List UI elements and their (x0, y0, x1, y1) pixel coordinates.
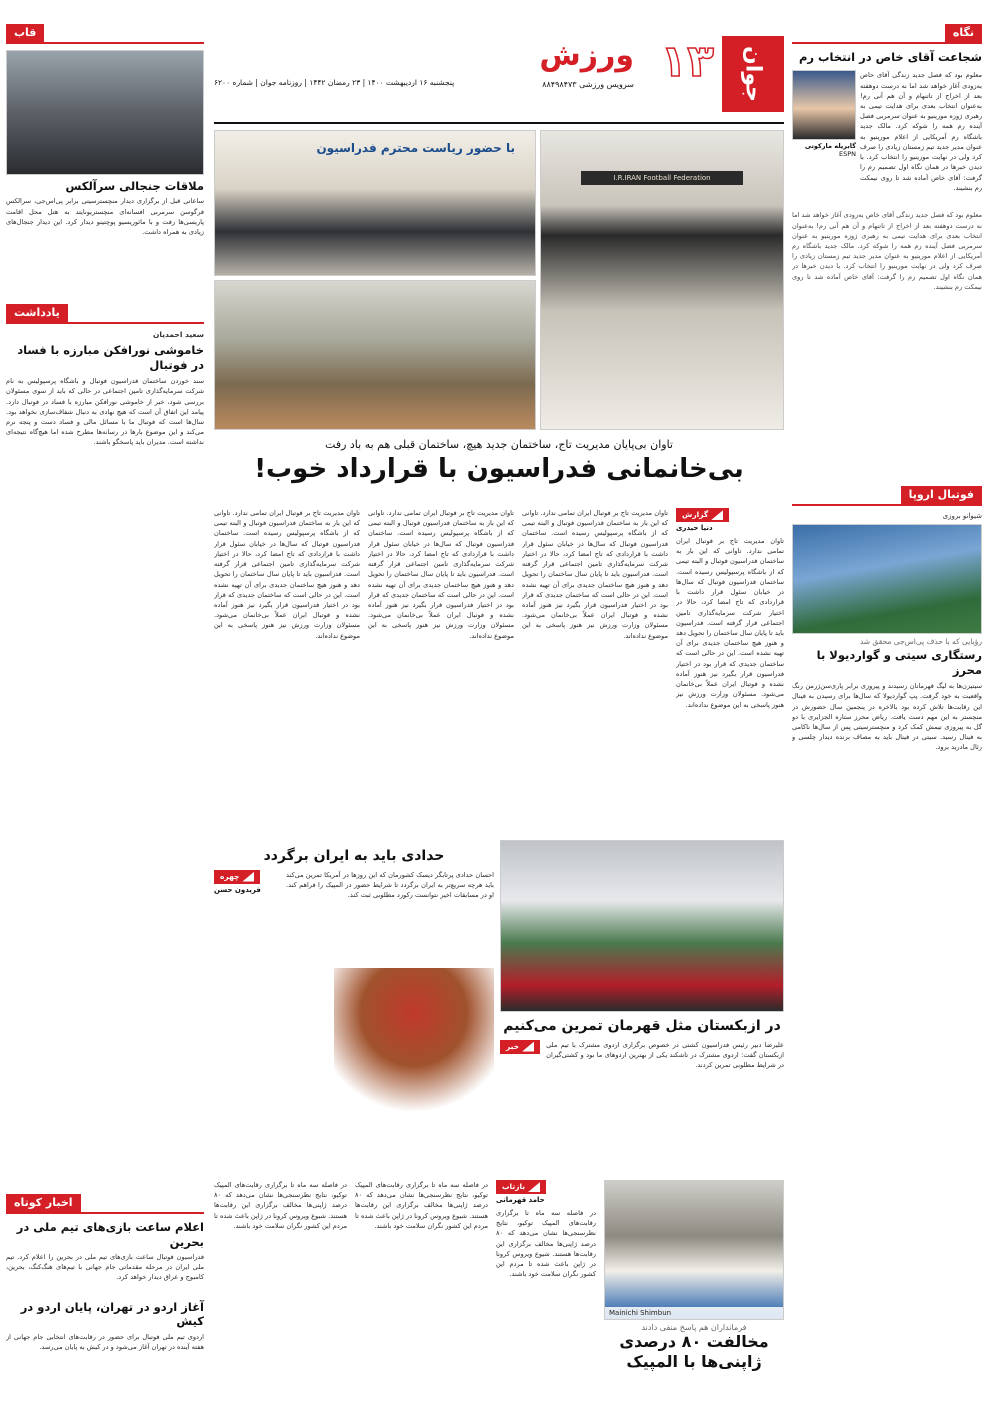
wrestling-team-photo (500, 840, 784, 1012)
brief-body-1: فدراسیون فوتبال ساعت بازی‌های تیم ملی در بحرین را اعلام کرد. تیم ملی ایران در مرحله مقدماتی جام جهانی با تیم‌های هنگ‌کنگ، بحرین، کامبوج و عراق دیدار خواهد کرد. (6, 1252, 204, 1282)
section-contact: سرویس ورزشی ۸۸۴۹۸۴۷۳ (542, 80, 634, 89)
football-match-photo (792, 524, 982, 634)
wrestling-body: علیرضا دبیر رئیس فدراسیون کشتی در خصوص برگزاری اردوی مشترک با تیم ملی ازبکستان گفت: اردوی مشترک در تاشکند یکی از بهترین اردوهای ما بود و کشتی‌گیران در شرایط مطلوبی تمرین کردند. (546, 1040, 784, 1069)
section-tab-header (792, 24, 982, 44)
section-byline: شیوانو بروزی (942, 512, 982, 521)
tag-face: چهره (214, 870, 260, 884)
opinion-body-repeat: معلوم بود که فصل جدید زندگی آقای خاص به‌زودی آغاز خواهد شد اما نه درست دوهفته بعد از اخراج از تاتنهام و آن هم آنی رم! به‌عنوان انتخاب بعدی برای هدایت تیمی به رهبری ژوزه مورینیو به عنوان سرمربی فصل آینده رم همه را شوکه کرد. مالک جدید باشگاه رم آمریکایی از اعلام مورینیو به عنوان مدیر جدید تیم زمستان زیادی را صرف کرد ولی در نهایت مورینیو را انتخاب کرد. با دیدن خبرها در همان نگاه اول تصمیم رم را گرفت: آقای خاص آماده شد تا روی نیمکت رم بنشیند. (792, 211, 982, 291)
section-tab-3: اخبار کوتاه (6, 1194, 81, 1212)
federation-building-photo (540, 130, 784, 430)
issue-date: پنجشنبه ۱۶ اردیبهشت ۱۴۰۰ | ۲۳ رمضان ۱۴۴۲ | روزنامه جوان | شماره ۶۲۰۰ (214, 78, 455, 87)
main-story-header (214, 438, 784, 485)
column-body-text: سند خوردن ساختمان فدراسیون فوتبال و باشگاه پرسپولیس به نام شرکت سرمایه‌گذاری تامین اجتماعی در حالی که باید از سوی مسئولان بررسی شود، خبر از خاموشی نورافکن مبارزه با فساد در فوتبال دارد. پیامد این اتفاق آن است که هیچ نهادی به دنبال شفاف‌سازی نخواهد بود. سال‌ها است که فوتبال ما با مسائل مالی و فساد دست و پنجه نرم می‌کند و این موضوع بارها در رسانه‌ها مطرح شده اما هیچ‌گاه نتیجه‌ای نداشته است. مدیران باید پاسخگو باشند. (6, 377, 204, 447)
olympics-byline (496, 1180, 596, 1204)
tag-report: گزارش (676, 508, 729, 522)
haddadi-author: فریدون حسن (214, 885, 261, 894)
olympics-headline: مخالفت ۸۰ درصدی ژاپنی‌ها با المپیک (619, 1332, 769, 1371)
olympics-body-col-2: در فاصله سه ماه تا برگزاری رقابت‌های المپیک توکیو، نتایج نظرسنجی‌ها نشان می‌دهد که ۸۰ درصد ژاپنی‌ها مخالف برگزاری این رقابت‌ها هستند. شیوع ویروس کرونا در ژاپن باعث شده تا مردم این کشور نگران سلامت خود باشند. (355, 1181, 488, 1230)
main-body-col-2: تاوان مدیریت تاج بر فوتبال ایران تمامی ندارد. تاوانی که این بار به ساختمان فدراسیون فوتبال و البته تیمی که از باشگاه پرسپولیس رسیده است. ساختمان فدراسیون فوتبال که سال‌ها در خیابان سئول قرار داشت با قراردادی که تاج امضا کرد، حالا در اختیار شرکت سرمایه‌گذاری تامین اجتماعی قرار گرفته است. فدراسیون باید تا پایان سال ساختمان را تحویل دهد و هنوز هیچ ساختمان جدیدی برای آن تهیه نشده است. این در حالی است که ساختمان جدیدی که قرار بود در اختیار فدراسیون قرار بگیرد نیز هنوز آماده نشده و فوتبال ایران عملاً بی‌خانمان می‌شود. مسئولان وزارت ورزش نیز هنوز پاسخی به این موضوع نداده‌اند. (522, 509, 668, 640)
section-tab: نگاه (945, 24, 982, 42)
main-body-col-1: تاوان مدیریت تاج بر فوتبال ایران تمامی ندارد. تاوانی که این بار به ساختمان فدراسیون فوتبال و البته تیمی که از باشگاه پرسپولیس رسیده است. ساختمان فدراسیون فوتبال که سال‌ها در خیابان سئول قرار داشت با قراردادی که تاج امضا کرد، حالا در اختیار شرکت سرمایه‌گذاری تامین اجتماعی قرار گرفته است. فدراسیون باید تا پایان سال ساختمان را تحویل دهد و هنوز هیچ ساختمان جدیدی برای آن تهیه نشده است. این در حالی است که ساختمان جدیدی که قرار بود در اختیار فدراسیون قرار بگیرد نیز هنوز آماده نشده و فوتبال ایران عملاً بی‌خانمان می‌شود. مسئولان وزارت ورزش نیز هنوز پاسخی به این موضوع نداده‌اند. (676, 537, 784, 709)
olympics-body-col-3: در فاصله سه ماه تا برگزاری رقابت‌های المپیک توکیو، نتایج نظرسنجی‌ها نشان می‌دهد که ۸۰ درصد ژاپنی‌ها مخالف برگزاری این رقابت‌ها هستند. شیوع ویروس کرونا در ژاپن باعث شده تا مردم این کشور نگران سلامت خود باشند. (214, 1181, 347, 1230)
tag-icon (522, 1042, 534, 1052)
section-tab-2: یادداشت (6, 304, 68, 322)
olympics-kicker: فرمانداران هم پاسخ منفی دادند (641, 1323, 747, 1332)
main-byline (676, 508, 784, 532)
tag-icon (711, 510, 723, 520)
photo-body: ساعاتی قبل از برگزاری دیدار منچسترسیتی برابر پی‌اس‌جی، سرالکس فرگوسن سرمربی افسانه‌ای منچستریونایتد به هتل محل اقامت پاریسی‌ها رفت و با مائوریسیو پوچتینو دیدار کرد. این دیدار جنجال‌های زیادی به همراه داشت. (6, 197, 204, 237)
construction-site-photo (214, 280, 536, 430)
photo-caption: رؤیایی که با حذف پی‌اس‌جی محقق شد (859, 637, 982, 647)
main-author: دنیا حیدری (676, 524, 713, 532)
haddadi-story (214, 848, 494, 1118)
brief-headline-1: اعلام ساعت بازی‌های تیم ملی در بحرین (16, 1220, 204, 1249)
haddadi-photo (334, 968, 494, 1118)
tag-icon (528, 1182, 540, 1192)
page-number: ۱۳ (660, 36, 714, 87)
olympics-author: حامد قهرمانی (496, 1196, 545, 1204)
column-body (6, 376, 204, 1186)
photo-source: Mainichi Shimbun (605, 1307, 783, 1319)
story-body-text: سیتیزن‌ها به لیگ قهرمانان رسیدند و پیروزی برابر پاری‌سن‌ژرمن رنگ واقعیت به خود گرفت. پپ گواردیولا که سال‌ها برای رسیدن به فینال این رقابت‌ها تلاش کرده بود بالاخره در پنجمین سال حضورش در منچستر به این مهم دست یافت. ریاض محرز ستاره الجزایری با دو گل به پیروزی تیمش کمک کرد و منچسترسیتی پس از سال‌ها ناکامی به فینال رسید. سیتی در فینال باید به مصاف برنده دیدار چلسی و رئال مادرید برود. (792, 682, 982, 752)
main-headline: بی‌خانمانی فدراسیون با قرارداد خوب! (254, 454, 744, 484)
portrait-source: ESPN (838, 150, 856, 159)
story-body (792, 681, 982, 1251)
section-tab-header-2 (6, 304, 204, 324)
story-headline: رستگاری سیتی و گواردیولا با محرز (816, 648, 982, 677)
main-body-col-3: تاوان مدیریت تاج بر فوتبال ایران تمامی ندارد. تاوانی که این بار به ساختمان فدراسیون فوتبال و البته تیمی که از باشگاه پرسپولیس رسیده است. ساختمان فدراسیون فوتبال که سال‌ها در خیابان سئول قرار داشت با قراردادی که تاج امضا کرد، حالا در اختیار شرکت سرمایه‌گذاری تامین اجتماعی قرار گرفته است. فدراسیون باید تا پایان سال ساختمان را تحویل دهد و هنوز هیچ ساختمان جدیدی برای آن تهیه نشده است. این در حالی است که ساختمان جدیدی که قرار بود در اختیار فدراسیون قرار بگیرد نیز هنوز آماده نشده و فوتبال ایران عملاً بی‌خانمان می‌شود. مسئولان وزارت ورزش نیز هنوز پاسخی به این موضوع نداده‌اند. (368, 509, 514, 640)
section-tab: قاب (6, 24, 44, 42)
section-tab-header (6, 24, 204, 44)
building-sign: I.R.IRAN Football Federation (581, 171, 743, 185)
photo-headline: ملاقات جنجالی سرآلکس (65, 179, 204, 193)
ribbon-banner-text: با حضور ریاست محترم فدراسیون (316, 141, 515, 155)
left-column (6, 24, 204, 1392)
column-author: سعید احمدیان (153, 330, 204, 340)
olympics-story (214, 1180, 784, 1390)
olympics-protest-photo (604, 1180, 784, 1320)
tag-reflection: بازتاب (496, 1180, 546, 1194)
ribbon-cutting-photo (214, 130, 536, 276)
opinion-headline: شجاعت آقای خاص در انتخاب رم (798, 50, 982, 64)
newspaper-logo: جوان (722, 36, 784, 112)
section-tab-2: فوتبال اروپا (901, 486, 982, 504)
tag-news: خبر (500, 1040, 540, 1054)
section-tab-header-2 (792, 486, 982, 506)
column-headline: خاموشی نورافکن مبارزه با فساد در فوتبال (17, 343, 204, 372)
section-title: ورزش (539, 38, 634, 73)
main-story-body (214, 508, 784, 838)
section-tab-header-3 (6, 1194, 204, 1214)
haddadi-headline: حدادی باید به ایران برگردد (263, 848, 445, 864)
portrait-caption: گابریله مارکوتی (804, 142, 856, 151)
wrestling-story (500, 840, 784, 1120)
wrestling-headline: در ازبکستان مثل قهرمان تمرین می‌کنیم (503, 1018, 781, 1034)
main-kicker: تاوان بی‌پایان مدیریت تاج، ساختمان جدید هیچ، ساختمان قبلی هم به باد رفت (325, 438, 673, 451)
main-body-col-4: تاوان مدیریت تاج بر فوتبال ایران تمامی ندارد. تاوانی که این بار به ساختمان فدراسیون فوتبال و البته تیمی که از باشگاه پرسپولیس رسیده است. ساختمان فدراسیون فوتبال که سال‌ها در خیابان سئول قرار داشت با قراردادی که تاج امضا کرد، حالا در اختیار شرکت سرمایه‌گذاری تامین اجتماعی قرار گرفته است. فدراسیون باید تا پایان سال ساختمان را تحویل دهد و هنوز هیچ ساختمان جدیدی برای آن تهیه نشده است. این در حالی است که ساختمان جدیدی که قرار بود در اختیار فدراسیون قرار بگیرد نیز هنوز آماده نشده و فوتبال ایران عملاً بی‌خانمان می‌شود. مسئولان وزارت ورزش نیز هنوز پاسخی به این موضوع نداده‌اند. (214, 509, 360, 640)
author-portrait (792, 70, 856, 140)
ferguson-photo (6, 50, 204, 175)
opinion-body: معلوم بود که فصل جدید زندگی آقای خاص به‌زودی آغاز خواهد شد اما نه درست دوهفته بعد از اخراج از تاتنهام و آن هم آنی رم! به‌عنوان انتخاب بعدی برای هدایت تیمی به رهبری ژوزه مورینیو به عنوان سرمربی فصل آینده رم همه را شوکه کرد. مالک جدید باشگاه رم آمریکایی از اعلام مورینیو به عنوان مدیر جدید تیم زمستان زیادی را صرف کرد ولی در نهایت مورینیو را انتخاب کرد. با دیدن خبرها در همان نگاه اول تصمیم رم را گرفت: آقای خاص آماده شد تا روی نیمکت رم بنشیند. (860, 71, 982, 192)
olympics-body-col-1: در فاصله سه ماه تا برگزاری رقابت‌های المپیک توکیو، نتایج نظرسنجی‌ها نشان می‌دهد که ۸۰ درصد ژاپنی‌ها مخالف برگزاری این رقابت‌ها هستند. شیوع ویروس کرونا در ژاپن باعث شده تا مردم این کشور نگران سلامت خود باشند. (496, 1209, 596, 1279)
tag-icon (242, 872, 254, 882)
right-column (792, 24, 982, 1251)
opinion-body-continued (792, 210, 982, 480)
brief-headline-2: آغاز اردو در تهران، پایان اردو در کیش (20, 1299, 204, 1329)
haddadi-body: احسان حدادی پرتابگر دیسک کشورمان که این روزها در آمریکا تمرین می‌کند باید هرچه سریع‌تر به ایران برگردد تا شرایط حضور در المپیک را فراهم کند. او در مسابقات اخیر نتوانست رکورد مطلوبی ثبت کند. (286, 870, 494, 899)
brief-body-2: اردوی تیم ملی فوتبال برای حضور در رقابت‌های انتخابی جام جهانی از هفته آینده در تهران آغاز می‌شود و در کیش به پایان می‌رسد. (6, 1332, 204, 1351)
masthead (214, 30, 784, 124)
haddadi-byline (214, 870, 280, 960)
